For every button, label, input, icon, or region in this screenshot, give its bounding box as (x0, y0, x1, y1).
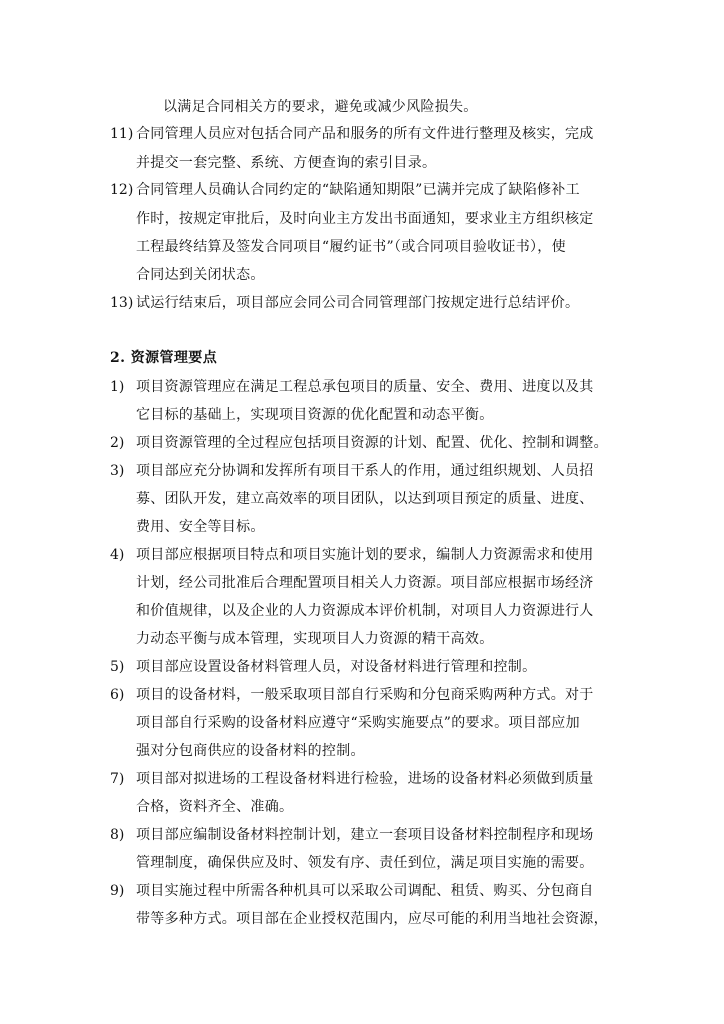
item-number: 2) (110, 435, 125, 451)
item-number: 1) (110, 379, 125, 395)
item-number: 8) (110, 827, 125, 843)
item-text-line: 带等多种方式。项目部在企业授权范围内，应尽可能的利用当地社会资源， (136, 911, 608, 927)
item-number: 13) (110, 295, 134, 311)
item-text-line: 费用、安全等目标。 (136, 519, 265, 535)
item-text-line: 合同管理人员确认合同约定的“缺陷通知期限”已满并完成了缺陷修补工 (136, 182, 580, 198)
item-text-line: 并提交一套完整、系统、方便查询的索引目录。 (136, 155, 437, 171)
item-text-line: 和价值规律，以及企业的人力资源成本评价机制，对项目人力资源进行人 (136, 603, 594, 619)
item-text-line: 管理制度，确保供应及时、领发有序、责任到位，满足项目实施的需要。 (136, 855, 594, 871)
item-text-line: 它目标的基础上，实现项目资源的优化配置和动态平衡。 (136, 407, 494, 423)
item-number: 7) (110, 771, 125, 787)
item-text-line: 强对分包商供应的设备材料的控制。 (136, 743, 365, 759)
item-text-line: 力动态平衡与成本管理，实现项目人力资源的精干高效。 (136, 631, 494, 647)
item-text-line: 合同管理人员应对包括合同产品和服务的所有文件进行整理及核实，完成 (136, 126, 594, 142)
item-text-line: 合同达到关闭状态。 (136, 267, 265, 283)
item-number: 6) (110, 687, 125, 703)
item-number: 4) (110, 547, 125, 563)
item-text-line: 项目实施过程中所需各种机具可以采取公司调配、租赁、购买、分包商自 (136, 883, 594, 899)
item-text-line: 合格，资料齐全、准确。 (136, 799, 294, 815)
item-number: 3) (110, 463, 125, 479)
item-text-line: 项目的设备材料，一般采取项目部自行采购和分包商采购两种方式。对于 (136, 687, 594, 703)
item-number: 11) (110, 126, 134, 142)
section-heading: 2. 资源管理要点 (110, 350, 218, 366)
item-text-line: 作时，按规定审批后，及时向业主方发出书面通知，要求业主方组织核定 (136, 211, 594, 227)
item-text-line: 项目部应充分协调和发挥所有项目干系人的作用，通过组织规划、人员招 (136, 463, 594, 479)
item-text-line: 项目资源管理应在满足工程总承包项目的质量、安全、费用、进度以及其 (136, 379, 594, 395)
item-text-line: 项目部应设置设备材料管理人员，对设备材料进行管理和控制。 (136, 659, 537, 675)
item-number: 5) (110, 659, 125, 675)
item-text-line: 项目部对拟进场的工程设备材料进行检验，进场的设备材料必须做到质量 (136, 771, 594, 787)
item-text-line: 项目部自行采购的设备材料应遵守“采购实施要点”的要求。项目部应加 (136, 715, 580, 731)
continuation-line: 以满足合同相关方的要求，避免或减少风险损失。 (163, 99, 478, 115)
item-text-line: 募、团队开发，建立高效率的项目团队，以达到项目预定的质量、进度、 (136, 491, 594, 507)
item-text-line: 计划，经公司批准后合理配置项目相关人力资源。项目部应根据市场经济 (136, 575, 594, 591)
item-text-line: 项目部应根据项目特点和项目实施计划的要求，编制人力资源需求和使用 (136, 547, 594, 563)
item-text-line: 试运行结束后，项目部应会同公司合同管理部门按规定进行总结评价。 (136, 295, 580, 311)
item-text-line: 项目部应编制设备材料控制计划，建立一套项目设备材料控制程序和现场 (136, 827, 594, 843)
item-number: 9) (110, 883, 125, 899)
item-text-line: 工程最终结算及签发合同项目“履约证书”（或合同项目验收证书），使 (136, 239, 566, 255)
item-number: 12) (110, 182, 134, 198)
item-text-line: 项目资源管理的全过程应包括项目资源的计划、配置、优化、控制和调整。 (136, 435, 608, 451)
